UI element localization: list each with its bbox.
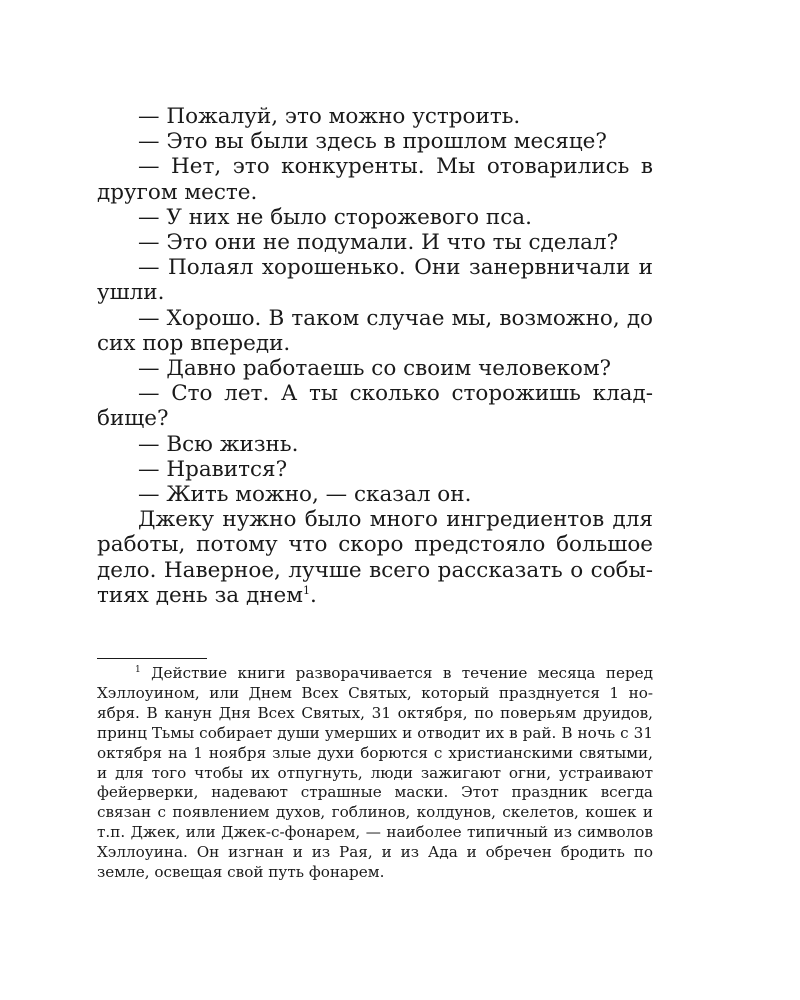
paragraph: — Это они не подумали. И что ты сделал? (138, 230, 619, 256)
paragraph: — Всю жизнь. (138, 431, 299, 457)
paragraph: — Хорошо. В таком случае мы, возможно, до сих пор впереди. (97, 305, 653, 356)
footnote-reference: 1 (302, 583, 310, 597)
paragraph: — Полаял хорошенько. Они занервничали и ушли. (97, 255, 653, 306)
footnote-text: Действие книги разворачивается в течение месяца перед Хэллоуином, или Днем Всех Святых, который празднуется 1 ноября. В канун Дня Всех Святых, 31 октября, по поверьям друидов, принц Тьмы собирает души умерших и отводит их в рай. В ночь с 31 октября на 1 ноября злые духи борются с христианскими святыми, и для того чтобы их отпугнуть, люди зажигают огни, устраивают фейерверки, надевают страшные маски. Этот праздник всегда связан с появлением духов, гоблинов, колдунов, скелетов, кошек и т.п. Джек, или Джек-с-фонарем, — наиболее типичный из символов Хэллоуина. Он изгнан и из Рая, и из Ада и обречен бродить по земле, освещая свой путь фонарем. (97, 664, 654, 882)
paragraph: — У них не было сторожевого пса. (138, 204, 532, 230)
paragraph: — Нравится? (138, 456, 288, 482)
footnote-marker: 1 (135, 664, 141, 675)
paragraph: — Жить можно, — сказал он. (138, 482, 472, 508)
footnote-divider (97, 658, 207, 659)
footnote (97, 664, 653, 883)
paragraph: — Пожалуй, это можно устроить. (138, 104, 521, 129)
paragraph: — Сто лет. А ты сколько сторожишь кладбище? (97, 381, 653, 432)
footnote-paragraph (97, 664, 653, 883)
paragraph: — Нет, это конкуренты. Мы отоварились в другом месте. (97, 154, 653, 205)
main-text (97, 104, 653, 608)
paragraph-text: Джеку нужно было много ингредиентов для работы, потому что скоро предстояло большое дело. Наверное, лучше всего рассказать о событиях день за днем (97, 507, 653, 608)
paragraph: — Это вы были здесь в прошлом месяце? (138, 129, 607, 155)
paragraph: — Давно работаешь со своим человеком? (138, 356, 612, 382)
paragraph-last: Джеку нужно было много ингредиентов для работы, потому что скоро предстояло большое дело. Наверное, лучше всего рассказать о событиях день за днем$^1$. (97, 507, 653, 608)
